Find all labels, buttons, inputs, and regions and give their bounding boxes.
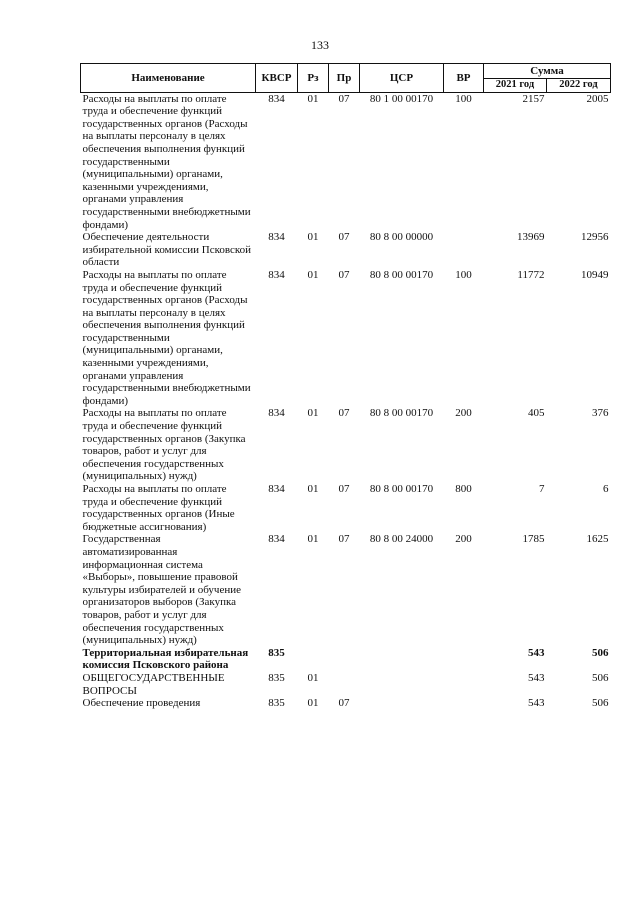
row-vr: 100 [455, 268, 472, 281]
row-pr: 07 [338, 231, 350, 244]
table-row [81, 647, 611, 672]
row-sum-2021: 1785 [522, 533, 545, 546]
row-vr: 200 [455, 533, 472, 546]
row-kvsr: 834 [268, 533, 285, 546]
row-csr: 80 8 00 00170 [369, 268, 434, 281]
header-sum: Сумма [484, 64, 611, 79]
row-vr [444, 697, 484, 710]
table-row [81, 483, 611, 533]
table-header [81, 64, 611, 93]
table-row [81, 697, 611, 710]
table-row [81, 269, 611, 408]
row-kvsr: 835 [268, 697, 285, 710]
row-name: Расходы на выплаты по оплате труда и обеспечение функций государственных органов (Иные бюджетные ассигнования) [82, 483, 235, 533]
row-sum-2021: 543 [528, 697, 545, 710]
row-rz: 01 [307, 697, 319, 710]
row-csr [360, 647, 444, 672]
table-body [81, 92, 611, 710]
row-sum-2021: 543 [528, 646, 545, 659]
row-name: ОБЩЕГОСУДАРСТВЕННЫЕ ВОПРОСЫ [82, 671, 225, 697]
table-row [81, 231, 611, 269]
header-rz: Рз [298, 64, 329, 93]
row-csr: 80 8 00 00170 [369, 483, 434, 495]
row-sum-2021: 2157 [522, 92, 545, 105]
row-sum-2022: 506 [592, 697, 609, 710]
row-pr: 07 [338, 92, 350, 105]
row-rz: 01 [307, 268, 319, 281]
row-name: Расходы на выплаты по оплате труда и обеспечение функций государственных органов (Расходы на выплаты персоналу в целях обеспечения выполнения функций государственными (муниципальными) органами, казенными учреждениями, органами управления государственными внебюджетными фондами) [82, 268, 251, 407]
row-sum-2022: 6 [603, 483, 609, 495]
row-vr: 100 [455, 92, 472, 105]
row-csr [360, 697, 444, 710]
header-pr: Пр [329, 64, 360, 93]
row-name: Обеспечение деятельности избирательной комиссии Псковской области [82, 231, 252, 269]
row-kvsr: 835 [268, 646, 285, 659]
row-pr: 07 [338, 697, 350, 710]
row-sum-2022: 10949 [581, 268, 609, 281]
row-rz: 01 [307, 671, 319, 684]
row-name: Государственная автоматизированная информационная система «Выборы», повышение правовой культуры избирателей и обучение организаторов выборов (Закупка товаров, работ и услуг для обеспечения государственных (муниципальных) нужд) [82, 533, 241, 647]
row-rz: 01 [307, 92, 319, 105]
row-vr: 200 [455, 407, 472, 420]
row-name: Территориальная избирательная комиссия Псковского района [82, 646, 249, 672]
row-kvsr: 834 [268, 268, 285, 281]
header-kvsr: КВСР [256, 64, 298, 93]
row-rz: 01 [307, 407, 319, 420]
row-vr [444, 231, 484, 269]
row-sum-2021: 11772 [517, 268, 545, 281]
header-year-2021: 2021 год [484, 79, 547, 93]
header-year-2022: 2022 год [547, 79, 611, 93]
table-row [81, 533, 611, 646]
row-csr: 80 8 00 00170 [369, 407, 434, 420]
row-rz [298, 647, 329, 672]
row-sum-2022: 12956 [581, 231, 609, 244]
row-csr [360, 672, 444, 697]
row-vr: 800 [455, 483, 472, 495]
row-kvsr: 834 [268, 407, 285, 420]
row-rz: 01 [307, 533, 319, 546]
header-csr: ЦСР [360, 64, 444, 93]
row-sum-2022: 506 [592, 646, 609, 659]
row-pr: 07 [338, 268, 350, 281]
row-kvsr: 835 [268, 671, 285, 684]
row-rz: 01 [307, 483, 319, 495]
row-kvsr: 834 [268, 483, 285, 495]
row-csr: 80 1 00 00170 [369, 92, 434, 105]
budget-table [80, 63, 611, 710]
table-row [81, 92, 611, 231]
row-sum-2021: 13969 [517, 231, 545, 244]
header-name: Наименование [81, 64, 256, 93]
row-sum-2021: 405 [528, 407, 545, 420]
row-sum-2021: 7 [539, 483, 545, 495]
row-sum-2022: 2005 [586, 92, 609, 105]
row-rz: 01 [307, 231, 319, 244]
table-row [81, 407, 611, 483]
row-name: Обеспечение проведения [82, 697, 201, 710]
row-pr: 07 [338, 533, 350, 546]
row-name: Расходы на выплаты по оплате труда и обеспечение функций государственных органов (Закупка товаров, работ и услуг для обеспечения государственных (муниципальных) нужд) [82, 407, 246, 483]
row-kvsr: 834 [268, 92, 285, 105]
page-number: 133 [311, 38, 329, 52]
row-sum-2021: 543 [528, 671, 545, 684]
row-sum-2022: 1625 [586, 533, 609, 546]
row-name: Расходы на выплаты по оплате труда и обеспечение функций государственных органов (Расходы на выплаты персоналу в целях обеспечения выполнения функций государственными (муниципальными) органами, казенными учреждениями, органами управления государственными внебюджетными фондами) [82, 92, 251, 231]
row-vr [444, 672, 484, 697]
row-pr: 07 [338, 483, 350, 495]
row-pr: 07 [338, 407, 350, 420]
row-sum-2022: 376 [592, 407, 609, 420]
row-csr: 80 8 00 24000 [369, 533, 434, 546]
row-vr [444, 647, 484, 672]
row-kvsr: 834 [268, 231, 285, 244]
row-pr [329, 647, 360, 672]
row-csr: 80 8 00 00000 [369, 231, 434, 244]
header-vr: ВР [444, 64, 484, 93]
row-sum-2022: 506 [592, 671, 609, 684]
table-row [81, 672, 611, 697]
row-pr [329, 672, 360, 697]
